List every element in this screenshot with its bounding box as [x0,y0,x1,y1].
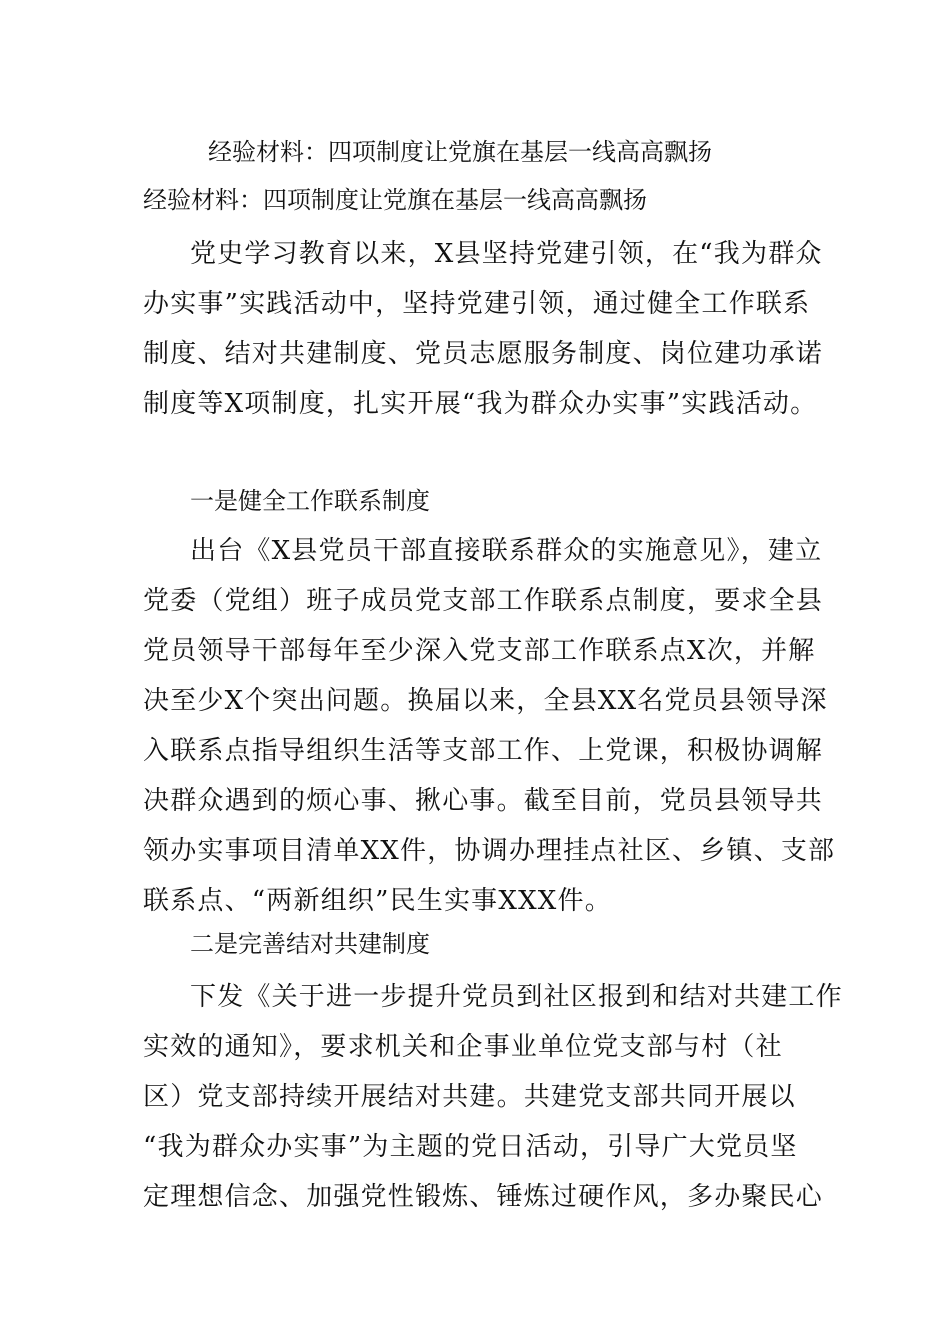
section1-paragraph [143,526,836,926]
intro-line: 办实事”实践活动中，坚持党建引领，通过健全工作联系 [143,289,811,319]
section2-line: 实效的通知》，要求机关和企事业单位党支部与村（社 [143,1032,783,1062]
section1-line: 联系点、“两新组织”民生实事XXX件。 [143,886,612,916]
intro-line: 党史学习教育以来，X县坚持党建引领，在“我为群众 [190,239,823,269]
section1-line: 党委（党组）班子成员党支部工作联系点制度，要求全县 [143,586,824,616]
section2-paragraph [143,972,843,1222]
intro-line: 制度、结对共建制度、党员志愿服务制度、岗位建功承诺 [143,339,824,369]
intro-paragraph [143,229,824,429]
document-title-left: 经验材料：四项制度让党旗在基层一线高高飘扬 [143,186,647,214]
section1-line: 出台《X县党员干部直接联系群众的实施意见》，建立 [190,536,823,566]
section2-line: 区）党支部持续开展结对共建。共建党支部共同开展以 [143,1082,796,1112]
section2-line: 定理想信念、加强党性锻炼、锤炼过硬作风，多办聚民心 [143,1182,824,1212]
section1-line: 入联系点指导组织生活等支部工作、上党课，积极协调解 [143,736,824,766]
section2-heading: 二是完善结对共建制度 [190,930,430,958]
section1-line: 党员领导干部每年至少深入党支部工作联系点X次，并解 [143,636,816,666]
section2-line: 下发《关于进一步提升党员到社区报到和结对共建工作 [190,982,843,1012]
section1-line: 决群众遇到的烦心事、揪心事。截至目前，党员县领导共 [143,786,824,816]
section1-line: 决至少X个突出问题。换届以来，全县XX名党员县领导深 [143,686,828,716]
section1-line: 领办实事项目清单XX件，协调办理挂点社区、乡镇、支部 [143,836,836,866]
intro-line: 制度等X项制度，扎实开展“我为群众办实事”实践活动。 [143,389,818,419]
section1-heading: 一是健全工作联系制度 [190,487,430,515]
document-title-centered: 经验材料：四项制度让党旗在基层一线高高飘扬 [208,138,712,166]
section2-line: “我为群众办实事”为主题的党日活动，引导广大党员坚 [143,1132,798,1162]
